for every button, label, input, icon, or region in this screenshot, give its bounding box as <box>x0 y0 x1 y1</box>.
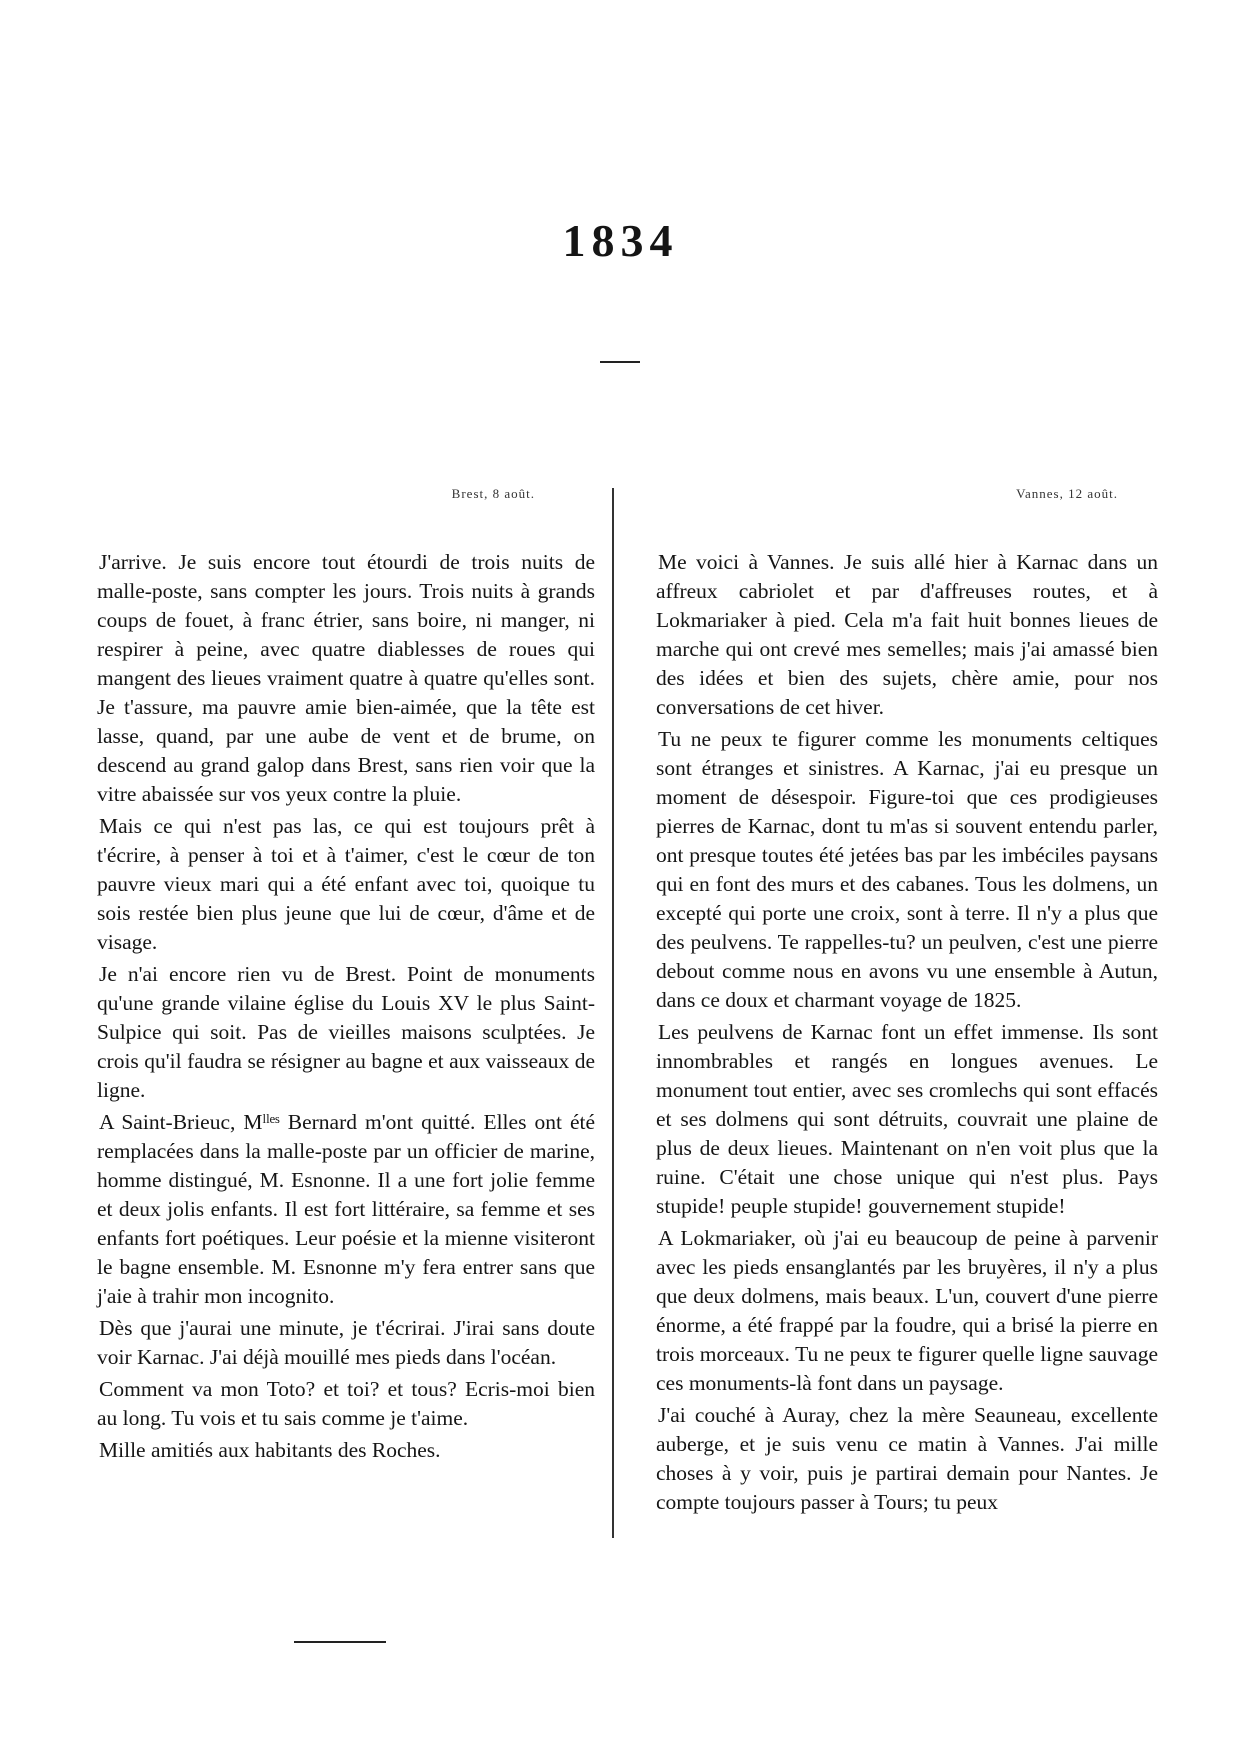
left-paragraph-3: Je n'ai encore rien vu de Brest. Point de monuments qu'une grande vilaine église du Louis XV le plus Saint-Sulpice qui soit. Pas de vieilles maisons sculptées. Je crois qu'il faudra se résigner au bagne et aux vaisseaux de ligne. <box>97 962 595 1102</box>
left-dateline: Brest, 8 août. <box>451 486 535 501</box>
left-paragraph-7: Mille amitiés aux habitants des Roches. <box>99 1438 441 1462</box>
right-paragraph-2: Tu ne peux te figurer comme les monuments celtiques sont étranges et sinistres. A Karnac, j'ai eu presque un moment de désespoir. Figure-toi que ces prodigieuses pierres de Karnac, dont tu m'as si souvent entendu parler, ont presque toutes été jetées bas par les imbéciles paysans qui en font des murs et des cabanes. Tous les dolmens, un excepté qui porte une croix, sont à terre. Il n'y a plus que des peulvens. Te rappelles-tu? un peulven, c'est une pierre debout comme nous en avons vu une ensemble à Autun, dans ce doux et charmant voyage de 1825. <box>656 727 1158 1012</box>
letter-end-rule <box>294 1641 386 1643</box>
right-letter <box>656 486 1158 1520</box>
left-paragraph-1: J'arrive. Je suis encore tout étourdi de trois nuits de malle-poste, sans compter les jours. Trois nuits à grands coups de fouet, à franc étrier, sans boire, ni manger, ni respirer à peine, avec quatre diablesses de roues qui mangent des lieues vraiment quatre à quatre qu'elles sont. Je t'assure, ma pauvre amie bien-aimée, que la tête est lasse, quand, par une aube de vent et de brume, on descend au grand galop dans Brest, sans rien voir que la vitre abaissée sur vos yeux contre la pluie. <box>97 550 595 806</box>
left-paragraph-4: A Saint-Brieuc, Mˡˡᵉˢ Bernard m'ont quitté. Elles ont été remplacées dans la malle-poste par un officier de marine, homme distingué, M. Esnonne. Il a une fort jolie femme et deux jolis enfants. Il est fort littéraire, sa femme et ses enfants fort poétiques. Leur poésie et la mienne visiteront le bagne ensemble. M. Esnonne m'y fera entrer sans que j'aie à trahir mon incognito. <box>97 1110 595 1308</box>
right-paragraph-5: J'ai couché à Auray, chez la mère Seauneau, excellente auberge, et je suis venu ce matin à Vannes. J'ai mille choses à y voir, puis je partirai demain pour Nantes. Je compte toujours passer à Tours; tu peux <box>656 1403 1158 1514</box>
page-year-heading: 1834 <box>562 215 679 266</box>
left-letter <box>97 486 595 1468</box>
column-rule <box>612 488 614 1538</box>
heading-divider <box>600 361 640 363</box>
right-paragraph-3: Les peulvens de Karnac font un effet immense. Ils sont innombrables et rangés en longues avenues. Le monument tout entier, avec ses cromlechs qui sont effacés et ses dolmens qui sont détruits, couvrait une plaine de plus de deux lieues. Maintenant on n'en voit plus que la ruine. C'était une chose unique qui n'est plus. Pays stupide! peuple stupide! gouvernement stupide! <box>656 1020 1158 1218</box>
right-paragraph-1: Me voici à Vannes. Je suis allé hier à Karnac dans un affreux cabriolet et par d'affreuses routes, et à Lokmariaker à pied. Cela m'a fait huit bonnes lieues de marche qui ont crevé mes semelles; mais j'ai amassé bien des idées et bien des sujets, chère amie, pour nos conversations de cet hiver. <box>656 550 1158 719</box>
left-paragraph-2: Mais ce qui n'est pas las, ce qui est toujours prêt à t'écrire, à penser à toi et à t'aimer, c'est le cœur de ton pauvre vieux mari qui a été enfant avec toi, quoique tu sois restée bien plus jeune que lui de cœur, d'âme et de visage. <box>97 814 595 954</box>
right-paragraph-4: A Lokmariaker, où j'ai eu beaucoup de peine à parvenir avec les pieds ensanglantés par les bruyères, il n'y a plus que deux dolmens, mais beaux. L'un, couvert d'une pierre énorme, a été frappé par la foudre, qui a brisé la pierre en trois morceaux. Tu ne peux te figurer quelle ligne sauvage ces monuments-là font dans un paysage. <box>656 1226 1158 1395</box>
left-paragraph-6: Comment va mon Toto? et toi? et tous? Ecris-moi bien au long. Tu vois et tu sais comme je t'aime. <box>97 1377 595 1430</box>
left-paragraph-5: Dès que j'aurai une minute, je t'écrirai. J'irai sans doute voir Karnac. J'ai déjà mouillé mes pieds dans l'océan. <box>97 1316 595 1369</box>
right-dateline: Vannes, 12 août. <box>1016 486 1118 501</box>
